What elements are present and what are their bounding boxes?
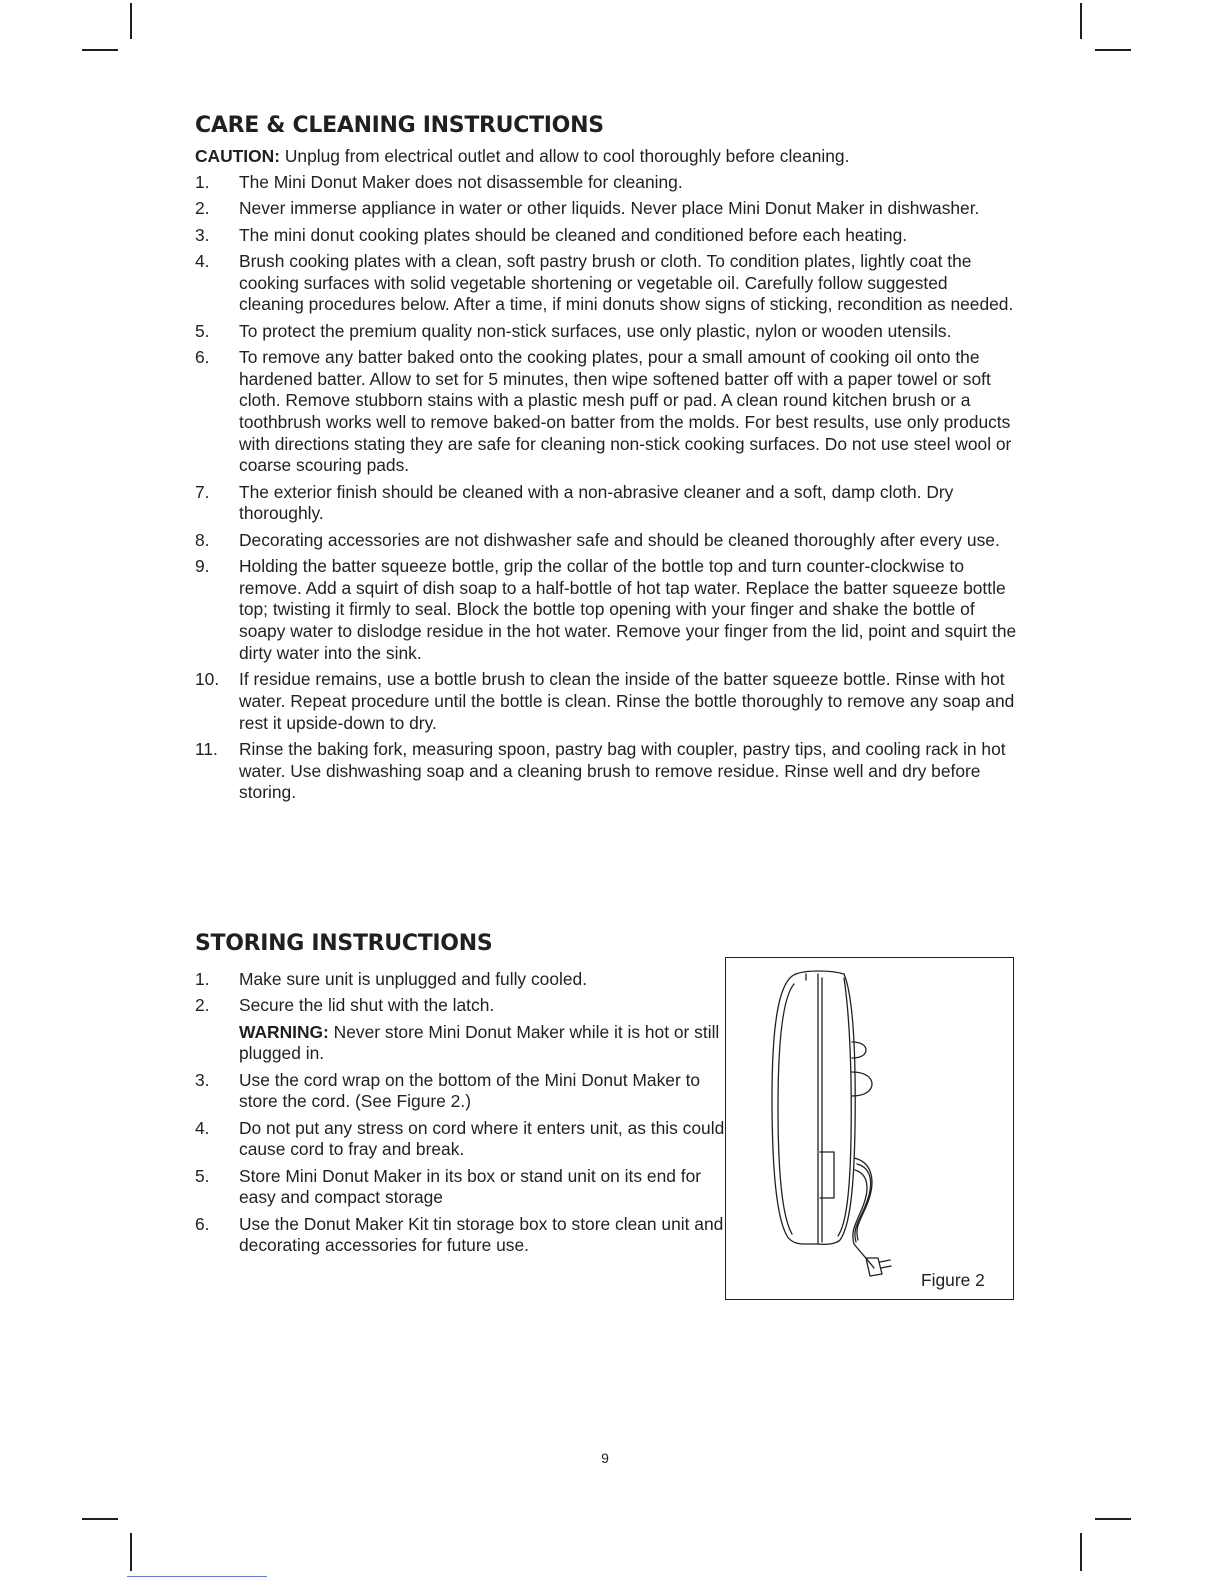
item-text: The mini donut cooking plates should be cleaned and conditioned before each heating.: [239, 224, 908, 245]
item-number: 1.: [195, 172, 210, 192]
item-text: Decorating accessories are not dishwasher safe and should be cleaned thoroughly after every use.: [239, 529, 1000, 550]
storing-item: [195, 1214, 725, 1257]
item-number: 6.: [195, 1213, 210, 1234]
item-number: 10.: [195, 669, 220, 690]
warning-note: [239, 1022, 725, 1065]
storing-instructions-list: [195, 969, 725, 1262]
item-number: 6.: [195, 346, 210, 367]
care-item: [195, 739, 1017, 804]
item-text: Store Mini Donut Maker in its box or stand unit on its end for easy and compact storage: [239, 1165, 702, 1208]
item-number: 2.: [195, 995, 210, 1016]
storing-item: [195, 1118, 725, 1161]
care-item: [195, 669, 1017, 734]
item-text: Use the cord wrap on the bottom of the Mini Donut Maker to store the cord. (See Figure 2.): [239, 1069, 701, 1112]
item-text: To remove any batter baked onto the cooking plates, pour a small amount of cooking oil onto the hardened batter. Allow to set for 5 minutes, then wipe softened batter off with a paper towel or soft cloth. Remove stubborn stains with a plastic mesh puff or pad. A clean round kitchen brush or a toothbrush works well to remove baked-on batter from the molds. For best results, use only products with directions stating they are safe for cleaning non-stick cooking surfaces. Do not use steel wool or coarse scouring pads.: [239, 346, 1012, 476]
storing-item: [195, 1166, 725, 1209]
item-text: Holding the batter squeeze bottle, grip the collar of the bottle top and turn counter-clockwise to remove. Add a squirt of dish soap to a half-bottle of hot tap water. Replace the batter squeeze bottle top; twisting it firmly to seal. Block the bottle top opening with your finger and shake the bottle of soapy water to dislodge residue in the hot water. Remove your finger from the lid, point and squirt the dirty water into the sink.: [239, 556, 1017, 663]
item-text: If residue remains, use a bottle brush to clean the inside of the batter squeeze bottle. Rinse with hot water. Repeat procedure until the bottle is clean. Rinse the bottle thoroughly to remove any soap and rest it upside-down to dry.: [239, 669, 1015, 733]
item-text: The exterior finish should be cleaned with a non-abrasive cleaner and a soft, damp cloth. Dry thoroughly.: [239, 481, 954, 524]
item-number: 1.: [195, 969, 210, 989]
crop-mark: [1095, 1518, 1131, 1520]
storing-item: [195, 995, 725, 1065]
item-number: 3.: [195, 224, 210, 245]
care-item: [195, 198, 1017, 220]
item-text: Use the Donut Maker Kit tin storage box to store clean unit and decorating accessories for future use.: [239, 1213, 724, 1256]
item-text: Secure the lid shut with the latch.: [239, 995, 495, 1016]
page-number: 9: [601, 1450, 609, 1466]
item-number: 2.: [195, 198, 210, 219]
item-text: Do not put any stress on cord where it enters unit, as this could cause cord to fray and break.: [239, 1117, 725, 1160]
item-number: 3.: [195, 1069, 210, 1090]
item-number: 5.: [195, 320, 210, 341]
item-number: 5.: [195, 1165, 210, 1186]
figure-2-box: [725, 957, 1014, 1300]
storing-section-title: STORING INSTRUCTIONS: [195, 931, 493, 956]
care-item: [195, 251, 1017, 316]
care-item: [195, 321, 1017, 343]
item-number: 4.: [195, 1117, 210, 1138]
donut-maker-standing-icon: [726, 958, 1015, 1301]
item-text: The Mini Donut Maker does not disassemble for cleaning.: [239, 172, 683, 192]
crop-mark: [82, 49, 118, 51]
crop-mark: [1095, 49, 1131, 51]
crop-mark: [130, 1533, 132, 1571]
item-number: 9.: [195, 556, 210, 576]
care-section-title: CARE & CLEANING INSTRUCTIONS: [195, 113, 604, 138]
item-number: 4.: [195, 250, 210, 271]
figure-caption: Figure 2: [921, 1270, 985, 1290]
item-text: Brush cooking plates with a clean, soft pastry brush or cloth. To condition plates, lightly coat the cooking surfaces with solid vegetable shortening or vegetable oil. Carefully follow suggested cleaning procedures below. After a time, if mini donuts show signs of sticking, recondition as needed.: [239, 250, 1014, 315]
storing-item: [195, 969, 725, 991]
item-number: 8.: [195, 529, 210, 550]
crop-mark: [1080, 1533, 1082, 1571]
care-item: [195, 556, 1017, 665]
crop-mark: [1080, 3, 1082, 39]
care-instructions-list: [195, 172, 1017, 809]
edge-rule: [127, 1576, 267, 1577]
caution-note: [195, 145, 849, 167]
crop-mark: [82, 1518, 118, 1520]
care-item: [195, 482, 1017, 525]
storing-item: [195, 1070, 725, 1113]
care-item: [195, 172, 1017, 194]
care-item: [195, 225, 1017, 247]
item-text: Rinse the baking fork, measuring spoon, pastry bag with coupler, pastry tips, and cooling rack in hot water. Use dishwashing soap and a cleaning brush to remove residue. Rinse well and dry before storing.: [239, 738, 1006, 803]
care-item: [195, 347, 1017, 477]
item-text: To protect the premium quality non-stick surfaces, use only plastic, nylon or wooden utensils.: [239, 320, 952, 341]
item-text: Never immerse appliance in water or other liquids. Never place Mini Donut Maker in dishwasher.: [239, 198, 980, 219]
crop-mark: [130, 3, 132, 39]
caution-text: Unplug from electrical outlet and allow to cool thoroughly before cleaning.: [280, 146, 850, 166]
item-number: 7.: [195, 481, 210, 502]
caution-label: CAUTION:: [195, 146, 281, 166]
warning-text: Never store Mini Donut Maker while it is hot or still plugged in.: [239, 1021, 720, 1064]
care-item: [195, 530, 1017, 552]
item-number: 11.: [195, 738, 218, 759]
warning-label: WARNING:: [239, 1021, 329, 1042]
item-text: Make sure unit is unplugged and fully cooled.: [239, 969, 588, 989]
